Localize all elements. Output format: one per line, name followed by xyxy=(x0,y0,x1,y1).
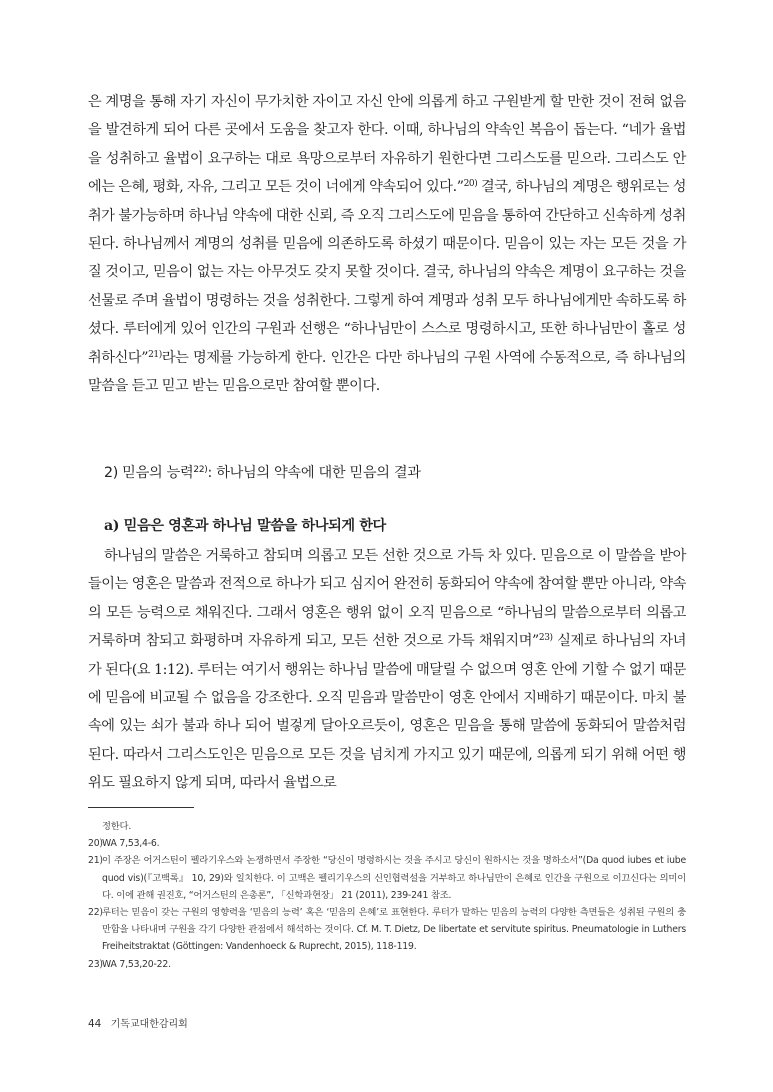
footnote-item xyxy=(88,904,686,956)
paragraph-text: 하나님의 말씀은 거룩하고 참되며 의롭고 모든 선한 것으로 가득 차 있다. 믿음으로 이 말씀을 받아들이는 영혼은 말씀과 전적으로 하나가 되고 심지어 완전히 동화되어 약속에 참여할 뿐만 아니라, 약속의 모든 능력으로 채워진다. 그래서 영혼은 행위 없이 오직 믿음으로 “하나님의 말씀으로부터 의롭고 거룩하며 참되고 화평하며 자유하게 되고, 모든 선한 것으로 가득 채워지며” xyxy=(88,548,686,650)
footnote-number: 22) xyxy=(88,907,103,919)
footnote-item xyxy=(88,835,686,852)
section-heading-text: : 하나님의 약속에 대한 믿음의 결과 xyxy=(207,465,421,481)
sub-heading: a) 믿음은 영혼과 하나님 말씀을 하나되게 한다 xyxy=(104,518,386,534)
footnote-number: 23) xyxy=(88,958,103,970)
section-heading xyxy=(104,462,421,482)
page-number: 44 xyxy=(88,1018,102,1030)
footnote-item xyxy=(88,852,686,904)
journal-name: 기독교대한감리회 xyxy=(110,1019,188,1030)
footnote-continuation: 정한다. xyxy=(102,821,132,832)
footnote-item xyxy=(88,956,686,973)
paragraph-text: 은 계명을 통해 자기 자신이 무가치한 자이고 자신 안에 의롭게 하고 구원받게 할 만한 것이 전혀 없음을 발견하게 되어 다른 곳에서 도움을 찾고자 한다. 이때, 하나님의 약속인 복음이 돕는다. “네가 율법을 성취하고 율법이 요구하는 대로 욕망으로부터 자유하기 원한다면 그리스도를 믿으라. 그리스도 안에는 은혜, 평화, 자유, 그리고 모든 것이 너에게 약속되어 있다.” xyxy=(88,94,686,196)
footnote-text: 이 주장은 어거스틴이 펠라기우스와 논쟁하면서 주장한 “당신이 명령하시는 것을 주시고 당신이 원하시는 것을 명하소서”(Da quod iubes et iube quod vis)(『고백록』 10, 29)와 일치한다. 이 고백은 펠리기우스의 신인협력설을 거부하고 하나님만이 은혜로 인간을 구원으로 이끄신다는 의미이다. 이에 관해 권진호, “어거스틴의 은총론”, 「신학과현장」 21 (2011), 239-241 참조. xyxy=(102,855,686,901)
footnote-number: 20) xyxy=(88,838,103,850)
page-footer xyxy=(88,1015,188,1030)
body-paragraph-1 xyxy=(88,88,686,400)
paragraph-text: 실제로 하나님의 자녀가 된다(요 1:12). 루터는 여기서 행위는 하나님 말씀에 매달릴 수 없으며 영혼 안에 기할 수 없기 때문에 믿음에 비교될 수 없음을 강조한다. 오직 믿음과 말씀만이 영혼 안에서 지배하기 때문이다. 마치 불 속에 있는 쇠가 불과 하나 되어 벌겋게 달아오르듯이, 영혼은 믿음을 통해 말씀에 동화되어 말씀처럼 된다. 따라서 그리스도인은 믿음으로 모든 것을 넘치게 가지고 있기 때문에, 의롭게 되기 위해 어떤 행위도 필요하지 않게 되며, 따라서 율법으로 xyxy=(88,633,687,792)
paragraph-text: 결국, 하나님의 계명은 행위로는 성취가 불가능하며 하나님 약속에 대한 신뢰, 즉 오직 그리스도에 믿음을 통하여 간단하고 신속하게 성취된다. 하나님께서 계명의 성취를 믿음에 의존하도록 하셨기 때문이다. 믿음이 있는 자는 모든 것을 가질 것이고, 믿음이 없는 자는 아무것도 갖지 못할 것이다. 결국, 하나님의 약속은 계명이 요구하는 것을 선물로 주며 율법이 명령하는 것을 성취한다. 그렇게 하여 계명과 성취 모두 하나님에게만 속하도록 하셨다. 루터에게 있어 인간의 구원과 선행은 “하나님만이 스스로 명령하시고, 또한 하나님만이 홀로 성취하신다” xyxy=(88,179,687,366)
footnote-divider xyxy=(88,807,194,808)
footnote-text: WA 7,53,4-6. xyxy=(102,838,160,850)
footnote-text: 루터는 믿음이 갖는 구원의 영향력을 ‘믿음의 능력’ 혹은 ‘믿음의 은혜’로 표현한다. 루터가 말하는 믿음의 능력의 다양한 측면들은 성취된 구원의 충만함을 나타내며 구원을 각기 다양한 관점에서 해석하는 것이다. Cf. M. T. Dietz, De libertate et servitute spiritus. Pneumatologie in Luthers Freiheitstraktat (Göttingen: Vandenhoeck & Ruprecht, 2015), 118-119. xyxy=(102,907,686,953)
body-paragraph-2 xyxy=(88,542,686,798)
section-heading-text: 2) 믿음의 능력 xyxy=(104,465,194,481)
footnote-ref-20[interactable]: 20) xyxy=(463,179,478,190)
footnote-number: 21) xyxy=(88,855,103,867)
footnote-ref-21[interactable]: 21) xyxy=(148,349,162,360)
footnotes xyxy=(88,818,686,973)
paragraph-text: 라는 명제를 가능하게 한다. 인간은 다만 하나님의 구원 사역에 수동적으로, 즉 하나님의 말씀을 듣고 믿고 받는 믿음으로만 참여할 뿐이다. xyxy=(88,349,686,395)
footnote-ref-23[interactable]: 23) xyxy=(538,633,553,644)
footnote-ref-22[interactable]: 22) xyxy=(193,465,208,475)
footnote-text: WA 7,53,20-22. xyxy=(102,958,171,970)
